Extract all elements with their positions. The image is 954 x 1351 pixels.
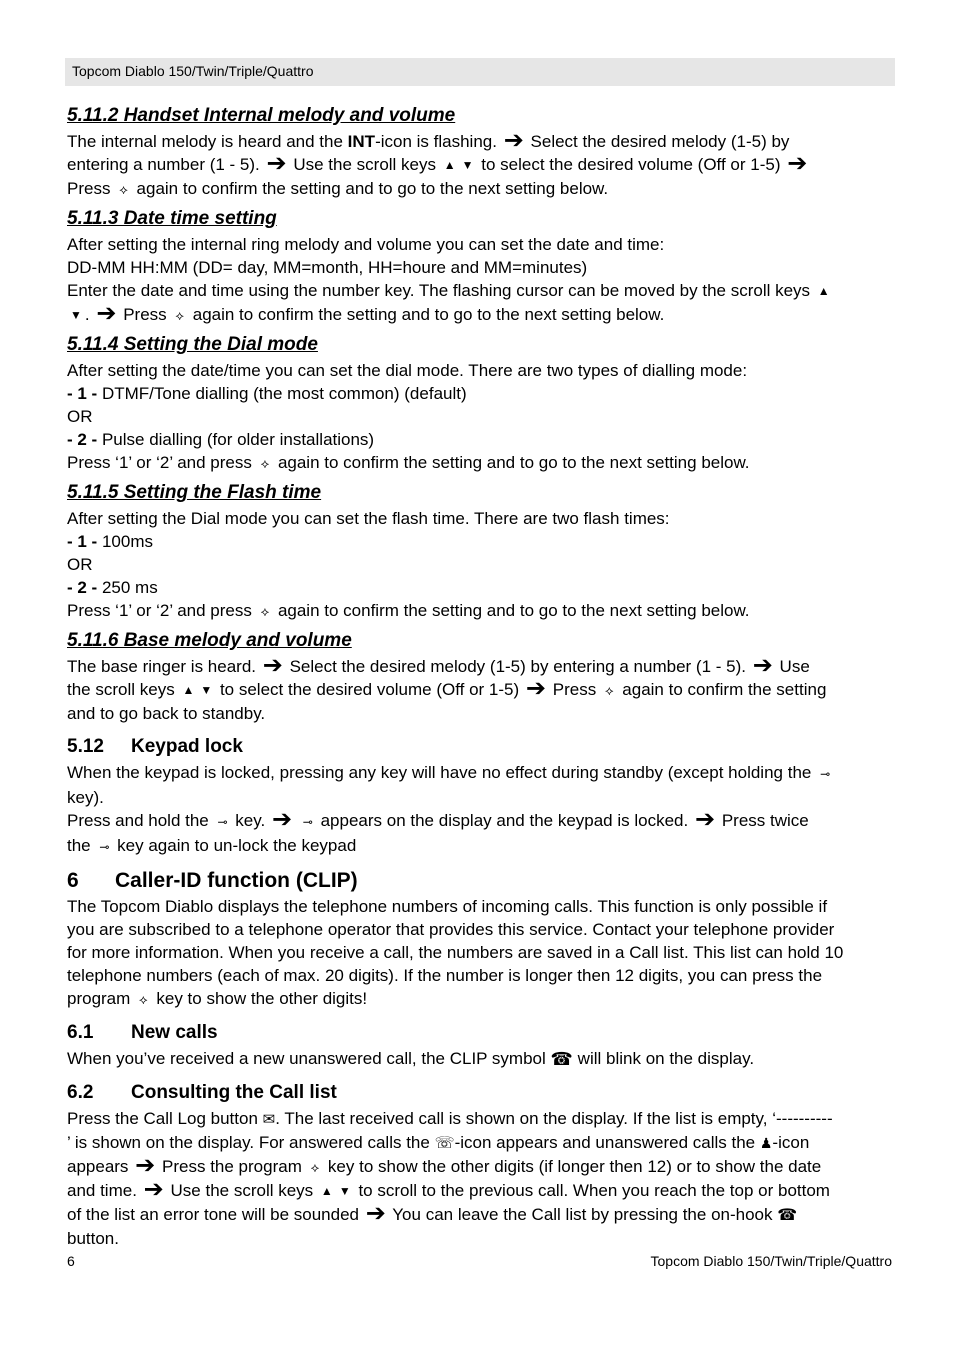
program-key-icon: ⟡ [604, 683, 614, 698]
arrow-icon: ➔ [503, 127, 524, 154]
paragraph-5-11-4 [67, 359, 893, 475]
text: Press twice [721, 811, 809, 830]
page-header [65, 58, 895, 86]
paragraph-5-11-2 [67, 127, 893, 201]
unanswered-call-icon: ♟ [759, 1135, 773, 1152]
section-title-5-12 [67, 733, 893, 761]
paragraph-6 [67, 895, 893, 1011]
text: will blink on the display. [577, 1049, 755, 1068]
section-title-5-11-2: 5.11.2 Handset Internal melody and volume [67, 105, 456, 126]
arrow-icon: ➔ [525, 675, 547, 702]
text: The base ringer is heard. [67, 657, 256, 676]
arrow-icon: ➔ [135, 1152, 156, 1180]
arrow-icon: ➔ [143, 1176, 164, 1204]
key-lock-icon: ⊸ [217, 815, 227, 829]
call-log-icon: ✉ [262, 1111, 276, 1129]
text: again to confirm the setting [622, 680, 827, 699]
section-heading: Consulting the Call list [131, 1082, 337, 1104]
arrow-icon: ➔ [752, 652, 773, 679]
text: key to show the other digits (if longer then 12) or to show the date [327, 1157, 822, 1177]
section-number: 5.12 [67, 736, 104, 757]
answered-call-icon: ☏ [434, 1135, 455, 1153]
scroll-up-icon: ▲ [182, 683, 195, 697]
text: key). [67, 788, 104, 807]
scroll-down-icon: ▼ [461, 158, 474, 172]
header-title: Topcom Diablo 150/Twin/Triple/Quattro [72, 63, 314, 79]
option-number: - 2 - [67, 430, 98, 449]
arrow-icon: ➔ [694, 806, 716, 833]
int-label: INT [347, 132, 376, 151]
text: Use [779, 657, 810, 676]
text: to select the desired volume (Off or 1-5) [481, 155, 781, 174]
section-heading: Caller-ID function (CLIP) [115, 869, 358, 892]
text: The Topcom Diablo displays the telephone numbers of incoming calls. This function is only possible if [67, 897, 828, 916]
section-number: 6.1 [67, 1022, 94, 1043]
text: Pulse dialling (for older installations) [97, 430, 375, 449]
key-lock-icon: ⊸ [99, 840, 109, 854]
paragraph-5-11-5 [67, 507, 893, 623]
scroll-up-icon: ▲ [443, 158, 456, 172]
arrow-icon: ➔ [271, 806, 293, 833]
text: Press the Call Log button [67, 1109, 258, 1129]
text: button. [67, 1229, 119, 1249]
section-title-6-1 [67, 1019, 893, 1047]
text: After setting the date/time you can set the dial mode. There are two types of dialling mode: [67, 361, 748, 380]
section-title-5-11-3: 5.11.3 Date time setting [67, 208, 277, 229]
text: key to show the other digits! [156, 989, 368, 1008]
text: you are subscribed to a telephone operator that provides this service. Contact your telephone provider [67, 920, 835, 939]
text: After setting the internal ring melody and volume you can set the date and time: [67, 235, 665, 254]
section-number: 6 [67, 869, 79, 892]
text: Press ‘1’ or ‘2’ and press [67, 453, 252, 472]
text: key again to un-lock the keypad [117, 836, 357, 855]
scroll-up-icon: ▲ [320, 1184, 333, 1199]
text: the [67, 836, 91, 855]
program-key-icon: ⟡ [260, 604, 270, 619]
text: -icon appears and unanswered calls the [454, 1133, 756, 1153]
page-number: 6 [67, 1253, 75, 1269]
section-title-6-2 [67, 1079, 893, 1107]
text: Press [123, 305, 167, 324]
key-lock-icon: ⊸ [820, 767, 830, 781]
paragraph-5-12 [67, 761, 893, 859]
text: Select the desired melody (1-5) by [530, 132, 790, 151]
text: OR [67, 407, 93, 426]
text: DD-MM HH:MM (DD= day, MM=month, HH=houre and MM=minutes) [67, 258, 588, 277]
text: ’ is shown on the display. For answered calls the [67, 1133, 430, 1153]
text: Select the desired melody (1-5) by entering a number (1 - 5). [289, 657, 746, 676]
text: to select the desired volume (Off or 1-5) [219, 680, 520, 699]
paragraph-5-11-3 [67, 233, 893, 327]
text: program [67, 989, 131, 1008]
program-key-icon: ⟡ [139, 992, 148, 1007]
text: Enter the date and time using the number key. The flashing cursor can be moved by the scroll keys [67, 281, 811, 300]
text: Press the program [162, 1157, 302, 1177]
section-heading: Keypad lock [131, 736, 243, 757]
text: again to confirm the setting and to go to the next setting below. [277, 601, 750, 620]
text: . The last received call is shown on the display. If the list is empty, ‘---------- [275, 1109, 833, 1129]
text: the scroll keys [67, 680, 175, 699]
scroll-down-icon: ▼ [338, 1184, 351, 1199]
text: again to confirm the setting and to go to the next setting below. [192, 305, 665, 324]
text: 250 ms [97, 578, 158, 597]
text: 100ms [97, 532, 153, 551]
arrow-icon: ➔ [787, 150, 808, 177]
arrow-icon: ➔ [266, 150, 287, 177]
text: Press [552, 680, 597, 699]
text: appears [67, 1157, 129, 1177]
text: When the keypad is locked, pressing any key will have no effect during standby (except holding the [67, 763, 812, 782]
text: appears on the display and the keypad is locked. [320, 811, 689, 830]
section-title-5-11-5: 5.11.5 Setting the Flash time [67, 482, 322, 503]
document-body [67, 102, 893, 1250]
section-heading: New calls [131, 1022, 218, 1043]
program-key-icon: ⟡ [119, 182, 128, 197]
option-number: - 2 - [67, 578, 98, 597]
section-number: 6.2 [67, 1082, 94, 1104]
text: Press and hold the [67, 811, 209, 830]
text: again to confirm the setting and to go to the next setting below. [136, 179, 609, 198]
arrow-icon: ➔ [262, 652, 283, 679]
scroll-down-icon: ▼ [200, 683, 213, 697]
text: to scroll to the previous call. When you reach the top or bottom [358, 1181, 830, 1201]
text: and time. [67, 1181, 137, 1201]
text: of the list an error tone will be sounded [67, 1205, 360, 1225]
section-title-5-11-4: 5.11.4 Setting the Dial mode [67, 334, 318, 355]
footer-title: Topcom Diablo 150/Twin/Triple/Quattro [650, 1253, 892, 1269]
on-hook-icon: ☎ [777, 1207, 798, 1225]
text: key. [235, 811, 266, 830]
arrow-icon: ➔ [365, 1200, 386, 1228]
text: Press [67, 179, 111, 198]
text: DTMF/Tone dialling (the most common) (default) [97, 384, 467, 403]
text: After setting the Dial mode you can set the flash time. There are two flash times: [67, 509, 670, 528]
text: Use the scroll keys [170, 1181, 314, 1201]
program-key-icon: ⟡ [175, 308, 184, 323]
paragraph-6-2 [67, 1107, 893, 1250]
clip-phone-icon: ☎ [550, 1049, 573, 1070]
text: Press ‘1’ or ‘2’ and press [67, 601, 252, 620]
program-key-icon: ⟡ [260, 456, 270, 471]
text: You can leave the Call list by pressing the on-hook [392, 1205, 773, 1225]
program-key-icon: ⟡ [310, 1160, 320, 1176]
text: Use the scroll keys [293, 155, 437, 174]
arrow-icon: ➔ [96, 300, 117, 327]
paragraph-6-1 [67, 1047, 893, 1071]
paragraph-5-11-6 [67, 652, 893, 725]
option-number: - 1 - [67, 532, 98, 551]
text: again to confirm the setting and to go to the next setting below. [277, 453, 750, 472]
key-lock-icon: ⊸ [302, 815, 312, 829]
option-number: - 1 - [67, 384, 98, 403]
text: entering a number (1 - 5). [67, 155, 260, 174]
scroll-down-icon: ▼ [70, 308, 82, 322]
text: When you’ve received a new unanswered call, the CLIP symbol [67, 1049, 546, 1068]
text: and to go back to standby. [67, 704, 266, 723]
text: for more information. When you receive a call, the numbers are saved in a Call list. This list can hold 10 [67, 943, 844, 962]
scroll-up-icon: ▲ [817, 284, 830, 298]
text: OR [67, 555, 93, 574]
section-title-5-11-6: 5.11.6 Base melody and volume [67, 630, 352, 651]
text: -icon is flashing. [375, 132, 497, 151]
text: The internal melody is heard and the [67, 132, 348, 151]
text: . [84, 305, 90, 324]
section-title-6 [67, 867, 893, 895]
text: -icon [772, 1133, 810, 1153]
text: telephone numbers (each of max. 20 digits). If the number is longer then 12 digits, you can press the [67, 966, 823, 985]
